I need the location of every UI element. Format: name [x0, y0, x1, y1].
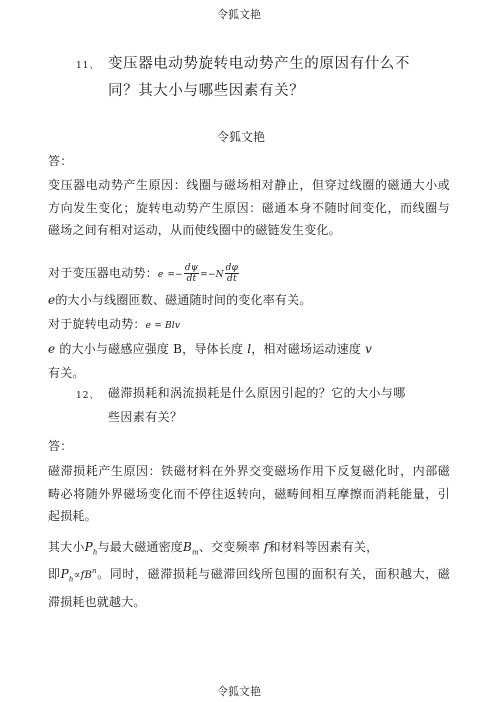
formula-subscript: h — [92, 548, 98, 557]
formula-label: 对于旋转电动势： — [48, 317, 146, 331]
formula-note-end: 有关。 — [48, 366, 85, 380]
fraction-numerator: dψ — [184, 263, 199, 273]
formula-var: P — [84, 540, 93, 554]
answer-paragraph: 变压器电动势产生原因：线圈与磁场相对静止，但穿过线圈的磁通大小或方向发生变化；旋转电动势产生原因：磁通本身不随时间变化，而线圈与磁场之间有相对运动，从而使线圈中的磁链发生变化。 — [48, 178, 450, 237]
formula-equals: = — [167, 270, 176, 280]
formula-note-text: 的大小与磁感应强度 B，导体长度 — [59, 342, 244, 356]
formula-var: e — [157, 270, 164, 280]
formula-subscript: m — [192, 548, 199, 557]
text-run: 即 — [48, 567, 61, 581]
text-run: 、交变频率 — [198, 540, 260, 554]
formula-var: P — [60, 567, 69, 581]
formula-minus: − — [207, 270, 216, 280]
question-number: 11、 — [76, 61, 100, 71]
formula-equals: = — [200, 270, 208, 280]
fraction-denominator: dt — [186, 274, 197, 284]
question-text-line: 磁滞损耗和涡流损耗是什么原因引起的？它的大小与哪 — [108, 386, 406, 400]
formula-var: e — [48, 342, 56, 356]
formula-note — [48, 289, 312, 312]
formula-minus: − — [175, 270, 183, 280]
text-run: 其大小 — [48, 540, 85, 554]
mid-watermark: 令狐文艳 — [217, 130, 266, 144]
formula-superscript: n — [92, 567, 97, 575]
answer-paragraph — [48, 560, 450, 613]
answer-label: 答： — [48, 154, 73, 168]
formula-note — [48, 338, 372, 361]
formula-fraction — [184, 263, 199, 284]
page-footer: 令狐文艳 — [217, 685, 261, 698]
formula-var: v — [365, 342, 373, 356]
fraction-denominator: dt — [227, 274, 237, 284]
formula-line — [48, 313, 180, 338]
formula-var: N — [215, 270, 224, 280]
answer-label: 答： — [48, 439, 73, 453]
formula-fraction — [225, 263, 239, 284]
formula-var: l — [247, 342, 252, 356]
formula-line — [48, 262, 240, 287]
formula-subscript: h — [68, 575, 74, 584]
formula-var: B — [183, 540, 193, 554]
text-run: 与最大磁通密度 — [97, 540, 184, 554]
formula-note-text: ，相对磁场运动速度 — [251, 342, 362, 356]
question-number: 12、 — [76, 391, 100, 401]
formula-var: ∝fB — [73, 570, 93, 581]
text-run: 和材料等因素有关， — [268, 540, 379, 554]
rotation-formula: e = Blv — [145, 321, 181, 331]
question-text-line: 同？其大小与哪些因素有关？ — [108, 83, 305, 99]
formula-var: f — [263, 540, 269, 554]
question-text-line: 些因素有关？ — [108, 410, 183, 424]
page-header: 令狐文艳 — [217, 8, 261, 21]
text-run: 。同时，磁滞损耗与磁滞回线所包围的面积有关，面积越大，磁滞损耗也就越大。 — [48, 567, 450, 609]
formula-label: 对于变压器电动势： — [48, 266, 158, 280]
fraction-numerator: dφ — [225, 263, 239, 273]
answer-paragraph: 磁滞损耗产生原因：铁磁材料在外界交变磁场作用下反复磁化时，内部磁畴必将随外界磁场变化而不停往返转向，磁畴间相互摩擦而消耗能量，引起损耗。 — [48, 464, 450, 523]
question-text-line: 变压器电动势旋转电动势产生的原因有什么不 — [108, 56, 410, 72]
formula-var: e — [48, 293, 56, 307]
formula-note-text: 的大小与线圈匝数、磁通随时间的变化率有关。 — [55, 293, 312, 307]
